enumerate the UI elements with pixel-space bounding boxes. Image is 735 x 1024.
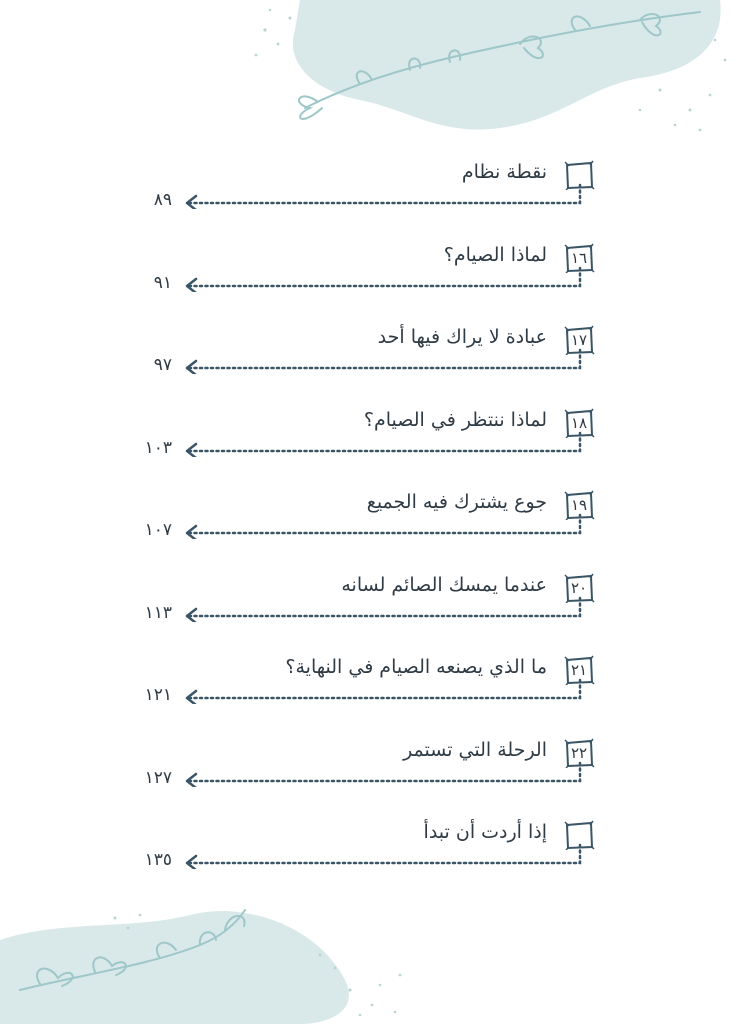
toc-entry-title: نقطة نظام bbox=[461, 161, 547, 183]
dotted-leader-arrow bbox=[182, 761, 592, 787]
chapter-number: ١٦ bbox=[570, 249, 588, 267]
toc-entry-title: لماذا ننتظر في الصيام؟ bbox=[363, 409, 547, 431]
dotted-leader-arrow bbox=[182, 183, 592, 209]
chapter-number: ١٩ bbox=[570, 496, 588, 514]
page-number: ١٢٧ bbox=[144, 768, 172, 788]
chapter-number: ٢٢ bbox=[570, 744, 588, 762]
dotted-leader-arrow bbox=[182, 431, 592, 457]
page-number: ١٠٧ bbox=[144, 520, 172, 540]
toc-entry-title: جوع يشترك فيه الجميع bbox=[366, 491, 547, 513]
chapter-number: ١٨ bbox=[570, 414, 588, 432]
toc-entry[interactable] bbox=[0, 405, 735, 465]
toc-entry-title: ما الذي يصنعه الصيام في النهاية؟ bbox=[285, 656, 547, 678]
toc-entry[interactable] bbox=[0, 487, 735, 547]
page-number: ١٢١ bbox=[144, 685, 172, 705]
toc-entry[interactable] bbox=[0, 817, 735, 877]
toc-entry[interactable] bbox=[0, 735, 735, 795]
toc-entry[interactable] bbox=[0, 322, 735, 382]
toc-entry-title: الرحلة التي تستمر bbox=[403, 739, 547, 761]
dotted-leader-arrow bbox=[182, 843, 592, 869]
chapter-number: ٢٠ bbox=[570, 579, 588, 597]
dotted-leader-arrow bbox=[182, 678, 592, 704]
toc-entry-title: عندما يمسك الصائم لسانه bbox=[341, 574, 547, 596]
page-number: ٨٩ bbox=[153, 190, 172, 210]
page-number: ٩٧ bbox=[153, 355, 172, 375]
dotted-leader-arrow bbox=[182, 513, 592, 539]
toc-entry-title: عبادة لا يراك فيها أحد bbox=[377, 326, 547, 348]
toc-entry[interactable] bbox=[0, 652, 735, 712]
page-number: ٩١ bbox=[153, 273, 172, 293]
page-number: ١٣٥ bbox=[144, 850, 172, 870]
toc-entry[interactable] bbox=[0, 157, 735, 217]
toc-entry-title: إذا أردت أن تبدأ bbox=[423, 821, 547, 843]
chapter-number: ٢١ bbox=[570, 661, 588, 679]
dotted-leader-arrow bbox=[182, 266, 592, 292]
page-number: ١١٣ bbox=[144, 603, 172, 623]
page-number: ١٠٣ bbox=[144, 438, 172, 458]
toc-entry-title: لماذا الصيام؟ bbox=[443, 244, 547, 266]
dotted-leader-arrow bbox=[182, 348, 592, 374]
dotted-leader-arrow bbox=[182, 596, 592, 622]
toc-entry[interactable] bbox=[0, 570, 735, 630]
chapter-number: ١٧ bbox=[570, 331, 588, 349]
toc-entry[interactable] bbox=[0, 240, 735, 300]
